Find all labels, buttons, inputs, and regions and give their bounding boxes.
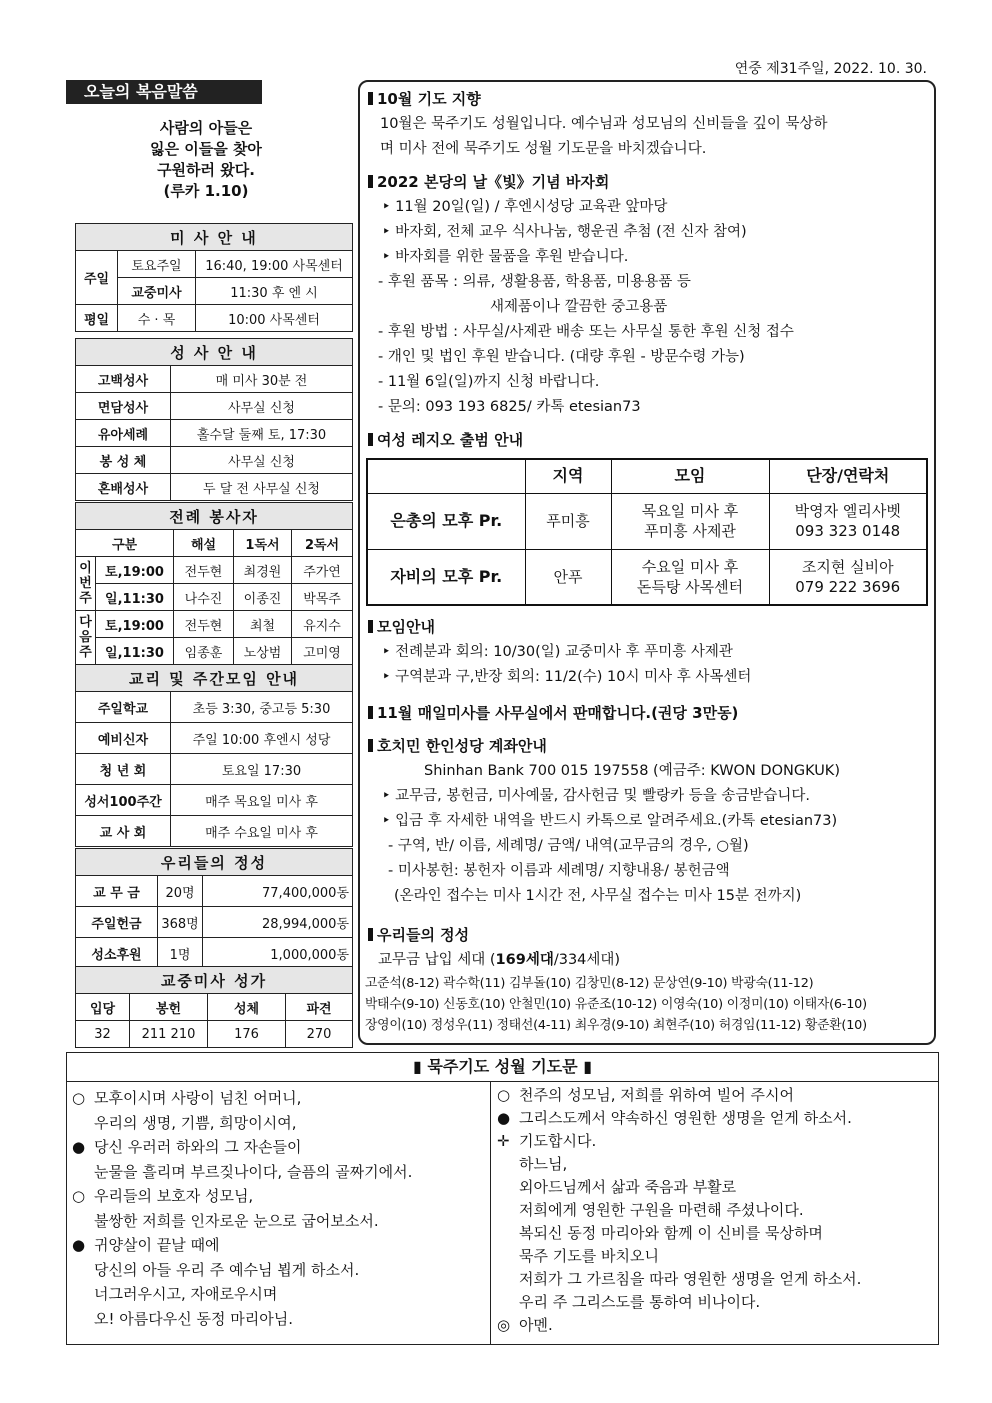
square-bullet-icon xyxy=(368,739,373,752)
mass-time: 10:00 사목센터 xyxy=(196,305,353,332)
prayer-line: ○ 천주의 성모님, 저희를 위하여 빌어 주시어 xyxy=(497,1084,937,1107)
prayer-line: 저희가 그 가르침을 따라 영원한 생명을 얻게 하소서. xyxy=(519,1270,862,1288)
sacrament-name: 혼배성사 xyxy=(76,474,171,501)
prayer-line: 오! 아름다우신 동정 마리아님. xyxy=(94,1309,293,1328)
catechism-value: 매주 수요일 미사 후 xyxy=(171,816,353,847)
contributor-line: 고준석(8-12) 곽수학(11) 김부돌(10) 김창민(8-12) 문상연(9-10) 박광숙(11-12) xyxy=(365,976,814,991)
filled-circle-icon: ● xyxy=(497,1109,511,1127)
intention-line: 며 미사 전에 묵주기도 성월 기도문을 바치겠습니다. xyxy=(380,141,707,157)
section-title: 2022 본당의 날《빛》기념 바자회 xyxy=(368,170,930,195)
section-title: 호치민 한인성당 계좌안내 xyxy=(368,734,930,759)
hymn-number: 32 xyxy=(76,1021,130,1048)
prayer-line: ✛ 기도합시다. xyxy=(497,1130,937,1153)
prayer-line: ○ 우리들의 보호자 성모님, xyxy=(72,1184,487,1209)
offering-count: 368명 xyxy=(158,907,203,938)
hymn-number: 270 xyxy=(286,1021,353,1048)
prayer-line: ● 당신 우러러 하와의 그 자손들이 xyxy=(72,1135,487,1160)
account-line: (온라인 접수는 미사 1시간 전, 사무실 접수는 미사 15분 전까지) xyxy=(394,888,802,904)
square-bullet-icon: ▮ xyxy=(412,1057,422,1076)
hymn-col: 파견 xyxy=(286,994,353,1021)
offerings-table xyxy=(75,848,353,969)
mass-table xyxy=(75,223,353,332)
server-name: 최철 xyxy=(234,611,292,638)
meeting-line: ‣ 구역분과 구,반장 회의: 11/2(수) 10시 미사 후 사목센터 xyxy=(382,669,752,685)
gospel-line: 사람의 아들은 xyxy=(159,119,253,137)
mass-time: 11:30 후 엔 시 xyxy=(196,278,353,305)
mass-name: 토요주일 xyxy=(118,251,196,278)
sacrament-value: 매 미사 30분 전 xyxy=(171,366,353,393)
prayer-line: ◎ 아멘. xyxy=(497,1314,937,1337)
catechism-value: 주일 10:00 후엔시 성당 xyxy=(171,723,353,754)
catechism-name: 교 사 회 xyxy=(76,816,171,847)
square-bullet-icon xyxy=(368,433,373,446)
this-week-label: 이번주 xyxy=(76,557,96,611)
server-name: 노상범 xyxy=(234,638,292,665)
devotion-section xyxy=(365,923,930,1036)
prayer-line: 하느님, xyxy=(519,1155,568,1173)
legio-col: 단장/연락처 xyxy=(769,459,927,493)
open-circle-icon: ○ xyxy=(72,1187,86,1205)
intention-line: 10월은 묵주기도 성월입니다. 예수님과 성모님의 신비들을 깊이 묵상하 xyxy=(380,116,828,132)
catechism-name: 청 년 회 xyxy=(76,754,171,785)
prayer-title: ▮ 묵주기도 성월 기도문 ▮ xyxy=(67,1053,938,1082)
prayer-line: 묵주 기도를 바치오니 xyxy=(519,1247,659,1265)
server-name: 나수진 xyxy=(174,584,234,611)
section-title: 모임안내 xyxy=(368,615,930,640)
prayer-line: ● 그리스도께서 약속하신 영원한 생명을 얻게 하소서. xyxy=(497,1107,937,1130)
legio-contact: 조지현 실비아 079 222 3696 xyxy=(769,549,927,605)
sacrament-name: 고백성사 xyxy=(76,366,171,393)
legio-contact: 박영자 엘리사벳 093 323 0148 xyxy=(769,493,927,549)
bazaar-line: - 문의: 093 193 6825/ 카톡 etesian73 xyxy=(378,399,641,415)
offering-name: 성소후원 xyxy=(76,938,158,969)
legio-meeting: 목요일 미사 후 푸미흥 사제관 xyxy=(611,493,769,549)
gospel-line: 구원하러 왔다. xyxy=(157,161,255,179)
catechism-name: 예비신자 xyxy=(76,723,171,754)
server-name: 임종훈 xyxy=(174,638,234,665)
hymn-col: 성체 xyxy=(208,994,286,1021)
offering-count: 1명 xyxy=(158,938,203,969)
server-time: 일,11:30 xyxy=(96,584,174,611)
catechism-value: 초등 3:30, 중고등 5:30 xyxy=(171,692,353,723)
sacrament-name: 유아세례 xyxy=(76,420,171,447)
gospel-title: 오늘의 복음말씀 xyxy=(66,80,262,104)
hymns-table xyxy=(75,966,353,1048)
server-time: 토,19:00 xyxy=(96,611,174,638)
offering-amount: 1,000,000동 xyxy=(203,938,353,969)
servers-col: 2독서 xyxy=(292,530,353,557)
prayer-line: ● 귀양살이 끝날 때에 xyxy=(72,1233,487,1258)
sacrament-name: 봉 성 체 xyxy=(76,447,171,474)
catechism-table xyxy=(75,664,353,847)
column-divider xyxy=(490,1081,491,1344)
bazaar-line: - 후원 품목 : 의류, 생활용품, 학용품, 미용용품 등 xyxy=(378,274,691,290)
gospel-text xyxy=(66,118,346,202)
account-line: - 미사봉헌: 봉헌자 이름과 세례명/ 지향내용/ 봉헌금액 xyxy=(388,863,730,879)
prayer-line: 외아드님께서 삶과 죽음과 부활로 xyxy=(519,1178,737,1196)
legio-table xyxy=(366,458,928,606)
hymn-number: 211 210 xyxy=(130,1021,208,1048)
square-bullet-icon xyxy=(368,928,373,941)
servers-header: 전례 봉사자 xyxy=(76,503,353,530)
missal-section xyxy=(368,701,930,726)
account-line: ‣ 입금 후 자세한 내역을 반드시 카톡으로 알려주세요.(카톡 etesian73) xyxy=(382,813,838,829)
sacrament-value: 사무실 신청 xyxy=(171,447,353,474)
legio-section xyxy=(368,428,930,453)
bazaar-line: ‣ 바자회, 전체 교우 식사나눔, 행운권 추첨 (전 신자 참여) xyxy=(382,224,747,240)
prayer-left-column xyxy=(72,1086,487,1331)
bazaar-line: 새제품이나 깔끔한 중고용품 xyxy=(490,299,668,315)
account-line: - 구역, 반/ 이름, 세례명/ 금액/ 내역(교무금의 경우, ○월) xyxy=(388,838,749,854)
filled-circle-icon: ● xyxy=(72,1236,86,1254)
prayer-line: 우리 주 그리스도를 통하여 비나이다. xyxy=(519,1293,761,1311)
prayer-right-column xyxy=(497,1084,937,1337)
square-bullet-icon xyxy=(368,175,373,188)
section-title: 10월 기도 지향 xyxy=(368,87,930,112)
hymn-col: 입당 xyxy=(76,994,130,1021)
open-circle-icon: ○ xyxy=(72,1089,86,1107)
mass-time: 16:40, 19:00 사목센터 xyxy=(196,251,353,278)
contributor-line: 박태수(9-10) 신동호(10) 안철민(10) 유준조(10-12) 이영숙(10) 이정미(10) 이태자(6-10) xyxy=(365,997,867,1012)
offerings-header: 우리들의 정성 xyxy=(76,849,353,876)
server-name: 최경원 xyxy=(234,557,292,584)
rosary-prayer-box xyxy=(66,1052,939,1345)
prayer-line: 눈물을 흘리며 부르짖나이다, 슬픔의 골짜기에서. xyxy=(94,1162,413,1181)
mass-sunday-label: 주일 xyxy=(76,251,118,305)
filled-circle-icon: ● xyxy=(72,1138,86,1156)
sacraments-table xyxy=(75,338,353,501)
meetings-section xyxy=(368,615,930,690)
legio-meeting: 수요일 미사 후 돈득탕 사목센터 xyxy=(611,549,769,605)
mass-header: 미 사 안 내 xyxy=(76,224,353,251)
catechism-value: 토요일 17:30 xyxy=(171,754,353,785)
server-name: 유지수 xyxy=(292,611,353,638)
account-line: ‣ 교무금, 봉헌금, 미사예물, 감사헌금 및 빨랑카 등을 송금받습니다. xyxy=(382,788,811,804)
contributor-line: 장영이(10) 정성우(11) 정태선(4-11) 최우경(9-10) 최현주(10) 허경임(11-12) 황준환(10) xyxy=(365,1018,867,1033)
legio-region: 안푸 xyxy=(525,549,611,605)
legio-name: 자비의 모후 Pr. xyxy=(367,549,525,605)
catechism-value: 매주 목요일 미사 후 xyxy=(171,785,353,816)
account-section xyxy=(368,734,930,909)
section-title: 11월 매일미사를 사무실에서 판매합니다.(권당 3만동) xyxy=(368,701,930,726)
next-week-label: 다음주 xyxy=(76,611,96,665)
double-circle-icon: ◎ xyxy=(497,1316,511,1334)
prayer-intention-section xyxy=(368,87,930,162)
offering-name: 주일헌금 xyxy=(76,907,158,938)
catechism-name: 성서100주간 xyxy=(76,785,171,816)
prayer-line: 불쌍한 저희를 인자로운 눈으로 굽어보소서. xyxy=(94,1211,379,1230)
devotion-summary: 교무금 납입 세대 (169세대/334세대) xyxy=(378,952,621,968)
bazaar-section xyxy=(368,170,930,420)
catechism-name: 주일학교 xyxy=(76,692,171,723)
gospel-reference: (루카 1.10) xyxy=(163,182,249,200)
sacrament-name: 면담성사 xyxy=(76,393,171,420)
section-title: 여성 레지오 출범 안내 xyxy=(368,428,930,453)
prayer-line: 저희에게 영원한 구원을 마련해 주셨나이다. xyxy=(519,1201,804,1219)
bank-account: Shinhan Bank 700 015 197558 (예금주: KWON DONGKUK) xyxy=(424,763,840,779)
legio-region: 푸미흥 xyxy=(525,493,611,549)
servers-col: 1독서 xyxy=(234,530,292,557)
square-bullet-icon xyxy=(368,706,373,719)
square-bullet-icon xyxy=(368,620,373,633)
legio-blank-cell xyxy=(367,459,525,493)
sacraments-header: 성 사 안 내 xyxy=(76,339,353,366)
mass-name: 교중미사 xyxy=(118,278,196,305)
bazaar-line: ‣ 바자회를 위한 물품을 후원 받습니다. xyxy=(382,249,629,265)
server-name: 전두현 xyxy=(174,557,234,584)
servers-table xyxy=(75,502,353,665)
legio-col: 모임 xyxy=(611,459,769,493)
servers-col: 해설 xyxy=(174,530,234,557)
hymn-col: 봉헌 xyxy=(130,994,208,1021)
servers-col: 구분 xyxy=(76,530,174,557)
server-time: 토,19:00 xyxy=(96,557,174,584)
server-name: 박목주 xyxy=(292,584,353,611)
server-time: 일,11:30 xyxy=(96,638,174,665)
offering-amount: 77,400,000동 xyxy=(203,876,353,907)
square-bullet-icon xyxy=(368,92,373,105)
sacrament-value: 사무실 신청 xyxy=(171,393,353,420)
bazaar-line: - 개인 및 법인 후원 받습니다. (대량 후원 - 방문수령 가능) xyxy=(378,349,745,365)
section-title: 우리들의 정성 xyxy=(368,923,930,948)
server-name: 이종진 xyxy=(234,584,292,611)
open-circle-icon: ○ xyxy=(497,1086,511,1104)
gospel-line: 잃은 이들을 찾아 xyxy=(150,140,262,158)
bazaar-line: ‣ 11월 20일(일) / 후엔시성당 교육관 앞마당 xyxy=(382,199,668,215)
server-name: 주가연 xyxy=(292,557,353,584)
meeting-line: ‣ 전례분과 회의: 10/30(일) 교중미사 후 푸미흥 사제관 xyxy=(382,644,733,660)
hymns-header: 교중미사 성가 xyxy=(76,967,353,994)
sacrament-value: 두 달 전 사무실 신청 xyxy=(171,474,353,501)
prayer-line: 우리의 생명, 기쁨, 희망이시여, xyxy=(94,1113,297,1132)
bazaar-line: - 후원 방법 : 사무실/사제관 배송 또는 사무실 통한 후원 신청 접수 xyxy=(378,324,794,340)
server-name: 고미영 xyxy=(292,638,353,665)
prayer-line: 당신의 아들 우리 주 예수님 뵙게 하소서. xyxy=(94,1260,360,1279)
offering-name: 교 무 금 xyxy=(76,876,158,907)
sacrament-value: 홀수달 둘째 토, 17:30 xyxy=(171,420,353,447)
bulletin-date: 연중 제31주일, 2022. 10. 30. xyxy=(734,61,927,77)
mass-name: 수 · 목 xyxy=(118,305,196,332)
legio-col: 지역 xyxy=(525,459,611,493)
bazaar-line: - 11월 6일(일)까지 신청 바랍니다. xyxy=(378,374,600,390)
offering-amount: 28,994,000동 xyxy=(203,907,353,938)
offering-count: 20명 xyxy=(158,876,203,907)
prayer-line: 복되신 동정 마리아와 함께 이 신비를 묵상하며 xyxy=(519,1224,823,1242)
cross-icon: ✛ xyxy=(497,1132,510,1150)
hymn-number: 176 xyxy=(208,1021,286,1048)
server-name: 전두현 xyxy=(174,611,234,638)
legio-name: 은총의 모후 Pr. xyxy=(367,493,525,549)
prayer-line: ○ 모후이시며 사랑이 넘친 어머니, xyxy=(72,1086,487,1111)
prayer-line: 너그러우시고, 자애로우시며 xyxy=(94,1285,278,1303)
square-bullet-icon: ▮ xyxy=(583,1057,593,1076)
mass-weekday-label: 평일 xyxy=(76,305,118,332)
catechism-header: 교리 및 주간모임 안내 xyxy=(76,665,353,692)
